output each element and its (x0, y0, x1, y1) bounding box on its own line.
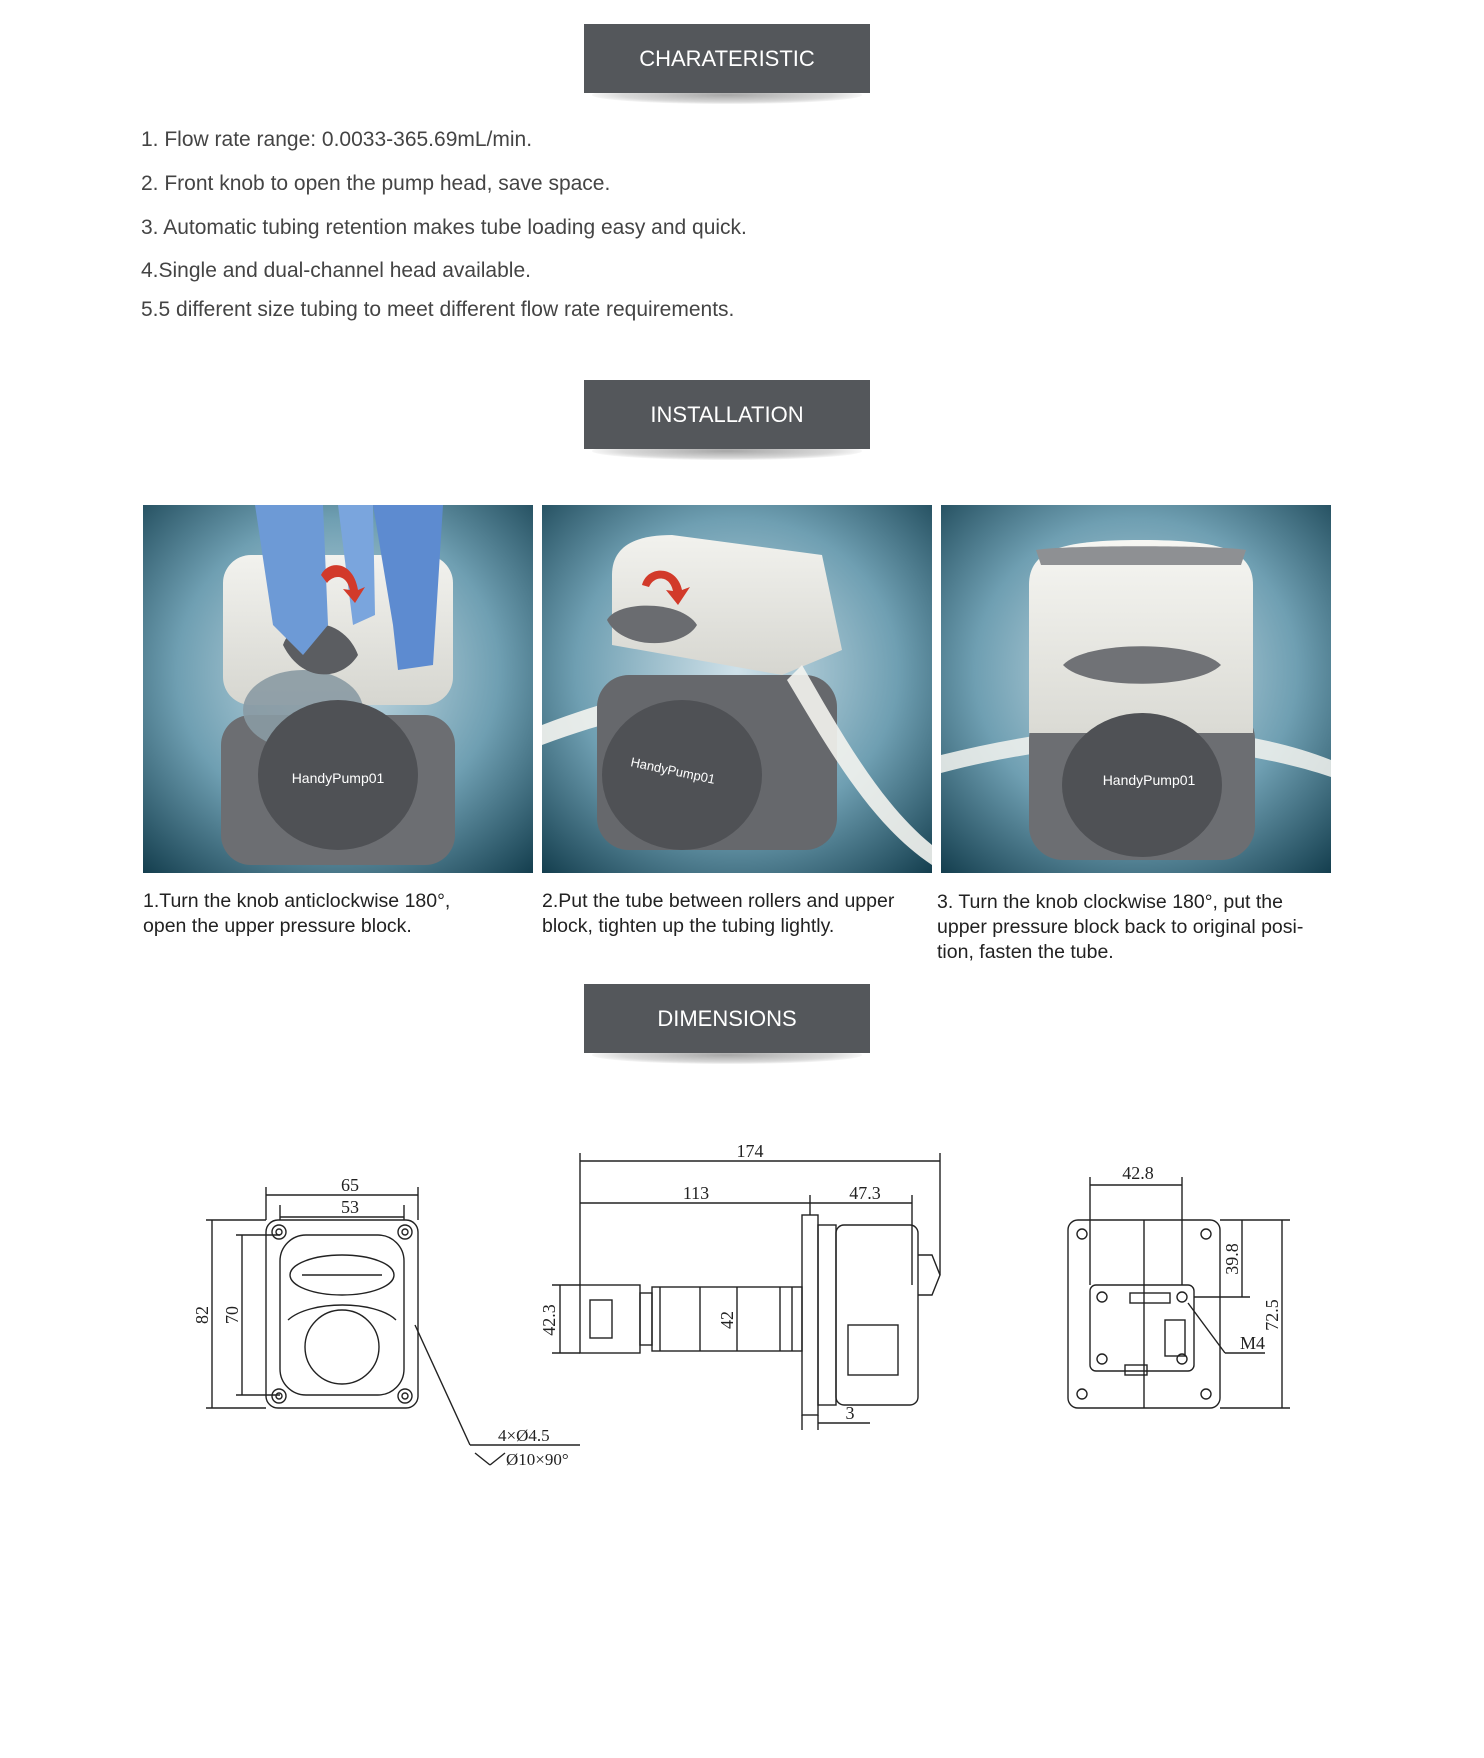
dim-label: 72.5 (1262, 1299, 1282, 1331)
side-view-drawing (539, 1141, 940, 1430)
install-photo-step2 (542, 505, 932, 873)
dim-label: 42 (717, 1311, 737, 1329)
install-photo-step3 (941, 505, 1331, 873)
install-photo-step1 (143, 505, 533, 873)
feature-item: 3. Automatic tubing retention makes tube loading easy and quick. (141, 216, 747, 239)
dim-label: 82 (192, 1306, 212, 1324)
dim-label: M4 (1240, 1333, 1266, 1353)
section-title: DIMENSIONS (584, 984, 870, 1053)
dim-label: 42.8 (1122, 1163, 1154, 1183)
caption-line: tion, fasten the tube. (937, 941, 1114, 963)
install-step-caption-3 (937, 890, 1303, 965)
caption-line: upper pressure block back to original posi- (937, 916, 1304, 938)
caption-line: block, tighten up the tubing lightly. (542, 915, 835, 937)
feature-item: 2. Front knob to open the pump head, save space. (141, 172, 611, 195)
dim-label: 47.3 (849, 1183, 881, 1203)
caption-line: 3. Turn the knob clockwise 180°, put the (937, 891, 1284, 913)
section-title: CHARATERISTIC (584, 24, 870, 93)
dim-label: 3 (845, 1403, 855, 1423)
dim-label: 113 (682, 1183, 710, 1203)
dim-label: 53 (341, 1197, 359, 1217)
dim-label: 70 (222, 1306, 242, 1324)
caption-line: open the upper pressure block. (143, 915, 412, 937)
dimension-drawing (180, 1125, 1340, 1485)
section-banner-characteristic (584, 24, 870, 93)
dim-label: 39.8 (1222, 1243, 1242, 1275)
caption-line: 1.Turn the knob anticlockwise 180°, (143, 890, 451, 912)
dim-label: 42.3 (539, 1304, 559, 1336)
feature-item: 5.5 different size tubing to meet different flow rate requirements. (141, 298, 735, 321)
dim-label: 65 (341, 1175, 359, 1195)
install-step-caption-1 (143, 889, 450, 939)
install-step-caption-2 (542, 889, 894, 939)
feature-item: 1. Flow rate range: 0.0033-365.69mL/min. (141, 128, 533, 151)
pump-label: HandyPump01 (1102, 772, 1196, 788)
back-view-drawing (1068, 1163, 1290, 1408)
dim-label: Ø10×90° (506, 1450, 569, 1469)
pump-label: HandyPump01 (629, 754, 717, 787)
pump-label: HandyPump01 (291, 770, 385, 786)
section-banner-dimensions (584, 984, 870, 1053)
caption-line: 2.Put the tube between rollers and upper (542, 890, 895, 912)
section-title: INSTALLATION (584, 380, 870, 449)
dim-label: 174 (736, 1141, 764, 1161)
dim-label: 4×Ø4.5 (498, 1426, 550, 1445)
feature-item: 4.Single and dual-channel head available. (141, 259, 531, 282)
section-banner-installation (584, 380, 870, 449)
front-view-drawing (192, 1175, 580, 1469)
